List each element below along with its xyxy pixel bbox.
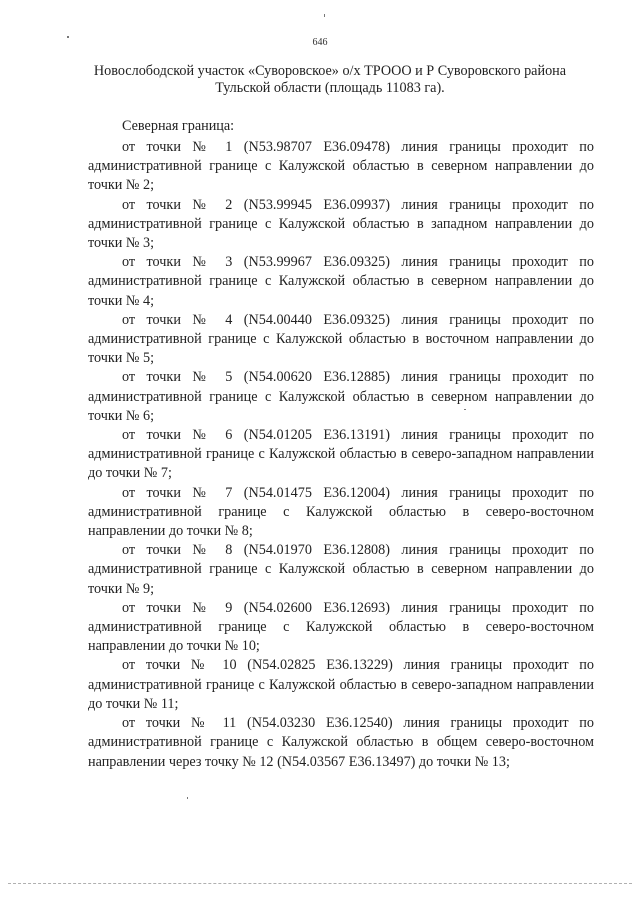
boundary-paragraph: от точки № 4 (N54.00440 E36.09325) линия границы проходит по административной границе с Калужской областью в восточном направлении до точки № 5; <box>88 311 594 367</box>
boundary-paragraph: от точки № 8 (N54.01970 E36.12808) линия границы проходит по административной границе с Калужской областью в северном направлении до точки № 9; <box>88 542 594 597</box>
boundary-paragraph: от точки № 6 (N54.01205 E36.13191) линия границы проходит по административной границе с Калужской областью в северо-западном направлении до точки № 7; <box>88 427 594 482</box>
section-heading: Северная граница: <box>122 118 235 134</box>
boundary-paragraph: от точки № 5 (N54.00620 E36.12885) линия границы проходит по административной границе с Калужской областью в северном направлении до точки № 6; <box>88 369 594 424</box>
scan-footer-line <box>8 883 632 884</box>
boundary-paragraph: от точки № 11 (N54.03230 E36.12540) линия границы проходит по административной границе с Калужской областью в общем северо-восточном направлении через точку № 12 (N54.03567 E36.13497) до точки № 13; <box>88 715 594 770</box>
document-title: Новослободской участок «Суворовское» о/х ТРООО и Р Суворовского района Тульской области (площадь 11083 га). <box>93 63 567 96</box>
boundary-paragraph: от точки № 9 (N54.02600 E36.12693) линия границы проходит по административной границе с Калужской областью в северо-восточном направлении до точки № 10; <box>88 599 594 655</box>
page-number: 646 <box>312 37 328 48</box>
boundary-paragraph: от точки № 2 (N53.99945 E36.09937) линия границы проходит по административной границе с Калужской областью в западном направлении до точки № 3; <box>88 196 594 252</box>
scan-speck <box>324 14 325 17</box>
scan-speck <box>187 797 188 799</box>
boundary-paragraph: от точки № 3 (N53.99967 E36.09325) линия границы проходит по административной границе с Калужской областью в северном направлении до точки № 4; <box>88 254 594 309</box>
boundary-paragraph: от точки № 1 (N53.98707 E36.09478) линия границы проходит по административной границе с Калужской областью в северном направлении до точки № 2; <box>88 139 594 194</box>
boundary-paragraph: от точки № 7 (N54.01475 E36.12004) линия границы проходит по административной границе с Калужской областью в северо-восточном направлении до точки № 8; <box>88 484 594 540</box>
boundary-paragraph: от точки № 10 (N54.02825 E36.13229) линия границы проходит по административной границе с Калужской областью в северо-западном направлении до точки № 11; <box>88 657 594 712</box>
document-body <box>88 138 594 772</box>
